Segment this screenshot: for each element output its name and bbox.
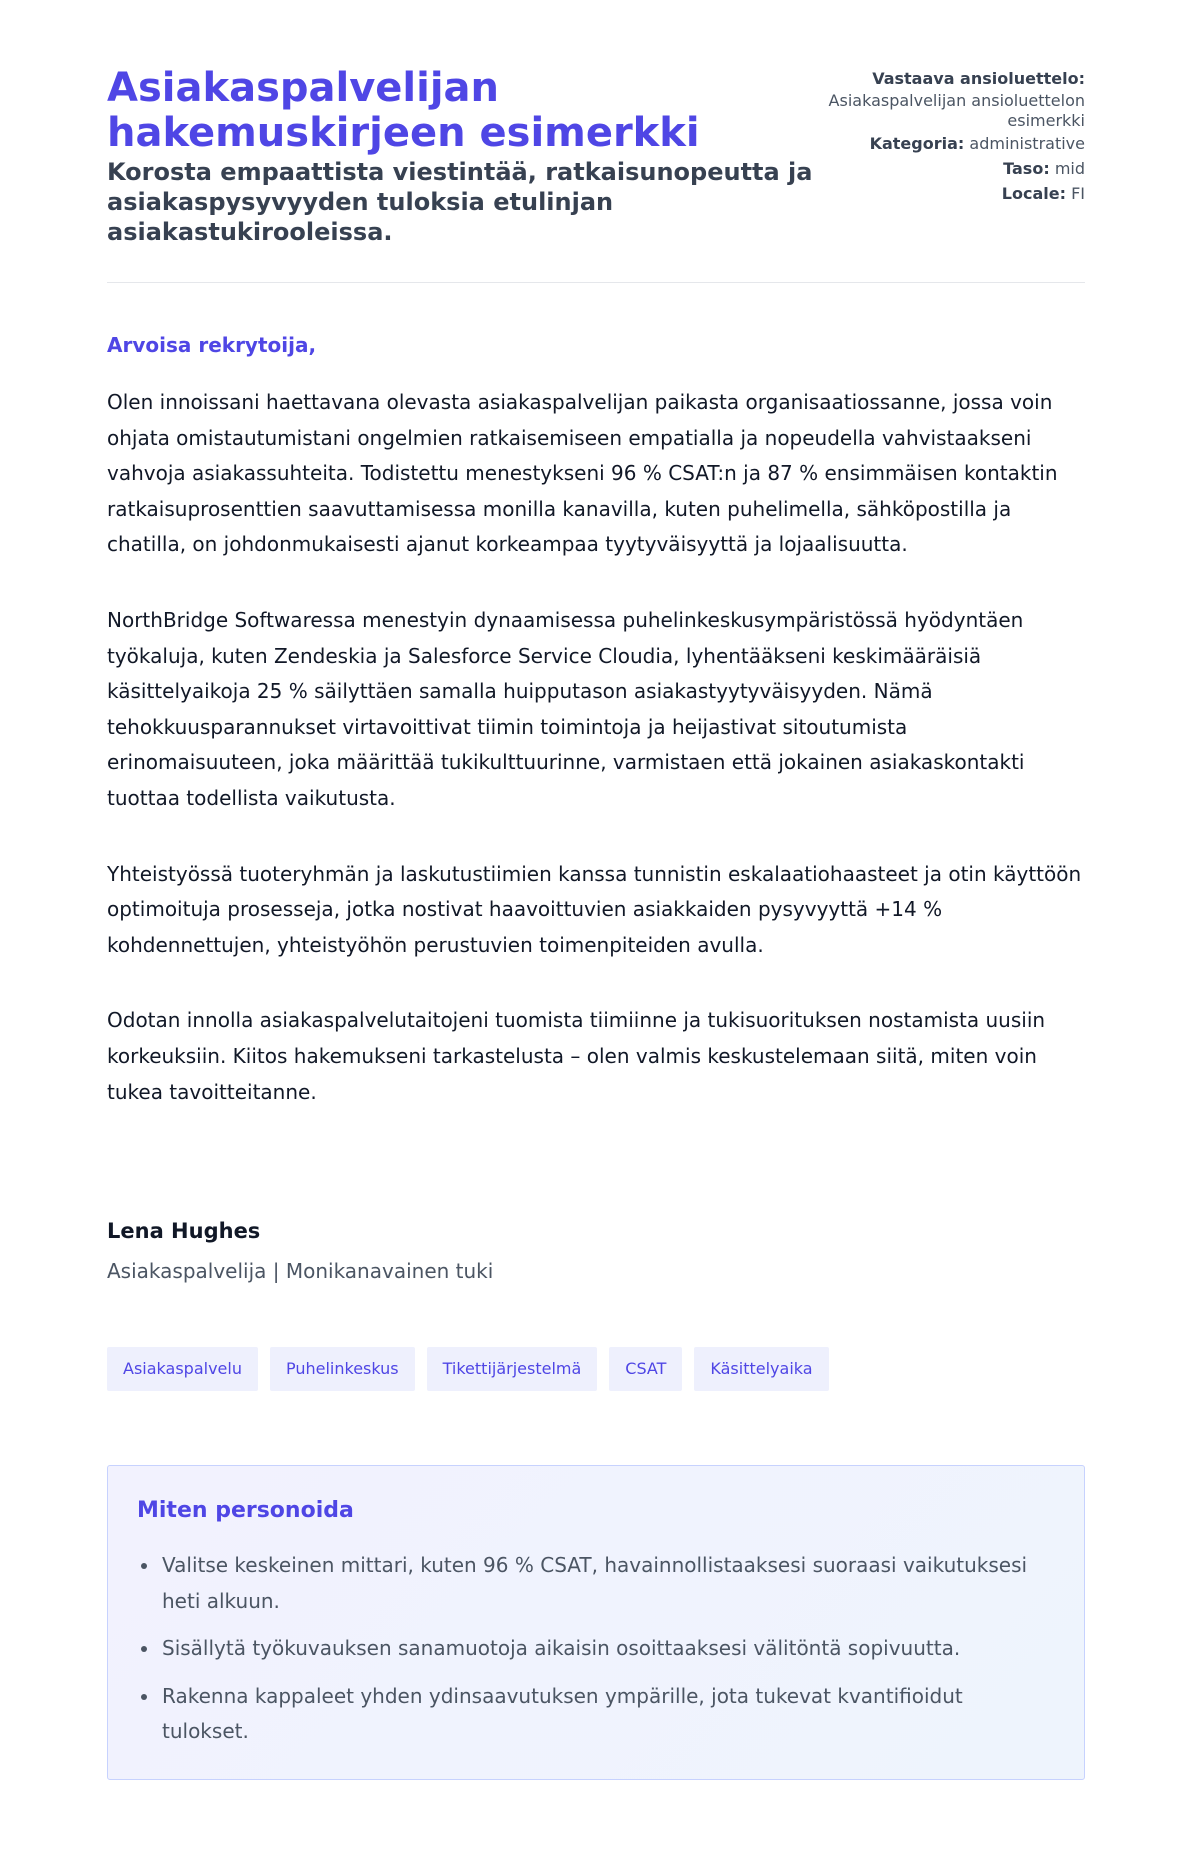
letter-body xyxy=(107,385,1085,1150)
letter-paragraph: Odotan innolla asiakaspalvelutaitojeni tuomista tiimiinne ja tukisuorituksen nostamista uusiin korkeuksiin. Kiitos hakemukseni tarkastelusta – olen valmis keskustelemaan siitä, miten voin tukea tavoitteitanne. xyxy=(107,1008,1046,1104)
meta-category-label: Kategoria: xyxy=(869,134,965,153)
tips-list xyxy=(137,1548,1047,1762)
letter-salutation: Arvoisa rekrytoija, xyxy=(107,333,317,357)
meta-locale-value: FI xyxy=(1071,184,1085,203)
meta-category-value: administrative xyxy=(969,134,1085,153)
meta-panel xyxy=(805,66,1085,206)
signature-name: Lena Hughes xyxy=(107,1219,261,1243)
personalization-tips-box xyxy=(107,1465,1085,1780)
skill-tags xyxy=(107,1347,829,1391)
header-divider xyxy=(107,282,1085,283)
page-subtitle: Korosta empaattista viestintää, ratkaisunopeutta ja asiakaspysyvyyden tuloksia etulinjan asiakastukirooleissa. xyxy=(107,158,813,246)
page-header xyxy=(107,66,1085,280)
skill-tag: Käsittelyaika xyxy=(694,1347,828,1391)
meta-locale xyxy=(805,181,1085,206)
skill-tag: Asiakaspalvelu xyxy=(107,1347,258,1391)
tips-title: Miten personoida xyxy=(137,1498,354,1523)
meta-level xyxy=(805,156,1085,181)
meta-category xyxy=(805,131,1085,156)
signature-role: Asiakaspalvelija | Monikanavainen tuki xyxy=(107,1259,494,1283)
meta-resume-label: Vastaava ansioluettelo: xyxy=(872,69,1085,88)
letter-paragraph: Olen innoissani haettavana olevasta asiakaspalvelijan paikasta organisaatiossanne, jossa voin ohjata omistautumistani ongelmien ratkaisemiseen empatialla ja nopeudella vahvistaakseni vahvoja asiakassuhteita. Todistettu menestykseni 96 % CSAT:n ja 87 % ensimmäisen kontaktin ratkaisuprosenttien saavuttamisessa monilla kanavilla, kuten puhelimella, sähköpostilla ja chatilla, on johdonmukaisesti ajanut korkeampaa tyytyväisyyttä ja lojaalisuutta. xyxy=(107,390,1058,557)
meta-resume-value: Asiakaspalvelijan ansioluettelon esimerkki xyxy=(828,91,1085,130)
tips-list-item: Rakenna kappaleet yhden ydinsaavutuksen ympärille, jota tukevat kvantifioidut tulokset. xyxy=(137,1679,1047,1750)
meta-resume xyxy=(805,66,1085,131)
tips-list-item: Sisällytä työkuvauksen sanamuotoja aikaisin osoittaaksesi välitöntä sopivuutta. xyxy=(137,1631,1047,1667)
letter-paragraph: Yhteistyössä tuoteryhmän ja laskutustiimien kanssa tunnistin eskalaatiohaasteet ja otin käyttöön optimoituja prosesseja, jotka nostivat haavoittuvien asiakkaiden pysyvyyttä +14 % kohdennettujen, yhteistyöhön perustuvien toimenpiteiden avulla. xyxy=(107,861,1082,957)
skill-tag: CSAT xyxy=(609,1347,682,1391)
skill-tag: Tikettijärjestelmä xyxy=(427,1347,598,1391)
skill-tag: Puhelinkeskus xyxy=(270,1347,415,1391)
page-title: Asiakaspalvelijan hakemuskirjeen esimerkki xyxy=(107,65,700,156)
tips-list-item: Valitse keskeinen mittari, kuten 96 % CSAT, havainnollistaaksesi suoraasi vaikutuksesi heti alkuun. xyxy=(137,1548,1047,1619)
meta-level-value: mid xyxy=(1054,159,1085,178)
meta-locale-label: Locale: xyxy=(1001,184,1066,203)
meta-level-label: Taso: xyxy=(1003,159,1050,178)
letter-paragraph: NorthBridge Softwaressa menestyin dynaamisessa puhelinkeskusympäristössä hyödyntäen työkaluja, kuten Zendeskia ja Salesforce Service Cloudia, lyhentääkseni keskimääräisiä käsittelyaikoja 25 % säilyttäen samalla huipputason asiakastyytyväisyyden. Nämä tehokkuusparannukset virtavoittivat tiimin toimintoja ja heijastivat sitoutumista erinomaisuuteen, joka määrittää tukikulttuurinne, varmistaen että jokainen asiakaskontakti tuottaa todellista vaikutusta. xyxy=(107,607,1025,810)
